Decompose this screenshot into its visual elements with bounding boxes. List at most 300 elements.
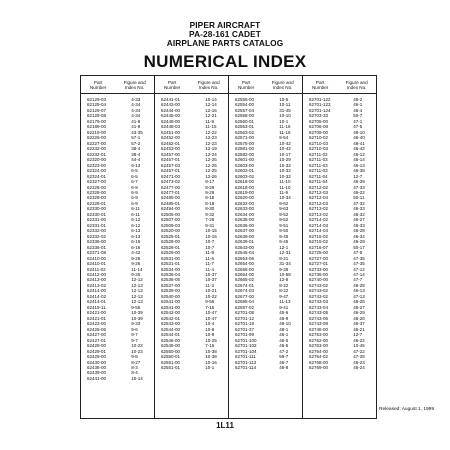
part-number: 62414-02	[87, 293, 107, 299]
part-number: 62697-02	[235, 304, 255, 310]
figure-index: 12-26	[205, 173, 217, 179]
figure-index: 46-8	[279, 364, 289, 370]
figure-index: 31-34	[279, 261, 291, 267]
figure-index: 8-21	[279, 255, 289, 261]
part-number-header: Part Number	[237, 79, 255, 90]
figure-index: 10-37	[205, 272, 217, 277]
figure-index: 6-9	[131, 200, 138, 206]
part-number: 62677-00	[235, 293, 255, 299]
part-number: 62701-102	[235, 343, 257, 349]
figure-index: 9-26	[131, 255, 141, 261]
part-number: 62712-03	[309, 200, 329, 206]
page-title: NUMERICAL INDEX	[143, 52, 307, 71]
figure-index: 10-10	[279, 113, 291, 119]
part-number: 62554-00	[235, 102, 255, 108]
figure-index-header: Figure and Index No.	[123, 79, 146, 90]
part-number: 62219-00	[87, 129, 107, 135]
part-number: 62603-02	[235, 173, 255, 179]
figure-index: 8-18	[205, 195, 215, 201]
part-number: 62582-00	[235, 151, 255, 157]
index-column	[302, 76, 376, 418]
part-number: 62551-00	[161, 359, 181, 365]
figure-index: 7-15	[205, 304, 215, 310]
part-number: 62423-00	[87, 321, 107, 327]
part-number: 62603-01	[235, 168, 255, 174]
part-number: 62331-01	[87, 222, 107, 228]
figure-index: 12-7	[353, 173, 363, 179]
part-number: 62542-00	[161, 310, 181, 316]
part-number: 62634-00	[235, 211, 255, 217]
part-number: 62618-00	[235, 184, 255, 190]
part-number: 62129-08	[87, 113, 107, 119]
part-number: 62448-00	[161, 118, 181, 124]
figure-index: 10-38	[205, 354, 217, 360]
part-number: 62674-03	[235, 288, 255, 294]
figure-index: 6-13	[131, 228, 141, 234]
part-number: 62618-00	[235, 179, 255, 185]
part-number: 62413-02	[87, 282, 107, 288]
figure-index: 6-13	[131, 233, 141, 239]
figure-index: 41-9	[131, 124, 141, 130]
part-number: 62528-01	[161, 244, 181, 250]
figure-index: 9-31	[205, 222, 215, 228]
figure-index: 10-47	[205, 315, 217, 321]
figure-index: 9-45	[279, 239, 289, 245]
figure-index: 46-22	[353, 189, 365, 195]
figure-index: 11-9	[279, 189, 288, 195]
part-number: 62457-01	[161, 157, 181, 163]
figure-index: 9-7	[131, 337, 138, 343]
part-number: 62328-01	[87, 200, 107, 206]
part-number: 62543-00	[161, 321, 181, 327]
figure-index: 9-52	[279, 217, 289, 223]
part-number: 62413-00	[87, 277, 107, 283]
part-number: 62727-01	[309, 261, 329, 267]
figure-index: 4-34	[131, 107, 141, 113]
figure-index: 11-6	[205, 255, 214, 261]
part-number-header: Part Number	[311, 79, 329, 90]
figure-index: 6-12	[131, 217, 141, 223]
part-number: 62542-01	[161, 315, 181, 321]
part-number: 62654-00	[235, 261, 255, 267]
figure-index: 46-13	[353, 162, 365, 168]
part-number: 62639-01	[235, 239, 255, 245]
part-number: 62227-00	[87, 140, 107, 146]
figure-index: 9-50	[279, 228, 289, 234]
figure-index: 12-12	[131, 277, 143, 283]
figure-index: 12-1	[279, 244, 289, 250]
part-number: 62330-01	[87, 211, 107, 217]
figure-index: 7-16	[205, 343, 215, 349]
part-number: 62563-02	[235, 129, 255, 135]
figure-index: 11-9	[205, 118, 214, 124]
figure-index: 6-11	[131, 206, 140, 212]
part-number: 62477-00	[161, 184, 181, 190]
part-number: 62232-00	[87, 146, 107, 152]
figure-index: 6-11	[131, 211, 140, 217]
figure-index: 12-14	[205, 102, 217, 108]
part-number: 62637-00	[235, 228, 255, 234]
figure-index: 46-38	[353, 168, 365, 174]
part-number: 62743-03	[309, 299, 329, 305]
part-number: 62451-00	[161, 129, 181, 135]
part-number: 62328-00	[87, 195, 107, 201]
part-number: 62653-06	[235, 255, 255, 261]
figure-index: 10-25	[205, 337, 217, 343]
index-column	[228, 76, 302, 418]
figure-index: 46-37	[353, 321, 365, 327]
part-number: 62743-02	[309, 293, 329, 299]
part-number: 62643-00	[235, 244, 255, 250]
part-number: 62636-00	[235, 222, 255, 228]
figure-index: 45-6	[279, 310, 289, 316]
figure-index: 10-16	[205, 359, 217, 365]
part-number: 62733-00	[309, 266, 329, 272]
figure-index: 47-12	[353, 266, 365, 272]
part-number: 62701-12	[235, 315, 255, 321]
part-number: 62768-00	[309, 359, 329, 365]
part-number: 62414-00	[87, 288, 107, 294]
figure-index: 10-5	[279, 97, 289, 102]
figure-index: 12-22	[205, 129, 217, 135]
part-number: 62764-02	[309, 354, 329, 360]
figure-index: 11-16	[279, 124, 291, 130]
figure-index: 47-35	[353, 255, 365, 261]
figure-index: 12-25	[205, 157, 217, 163]
figure-index: 9-41	[279, 304, 289, 310]
figure-index: 10-1	[205, 364, 215, 370]
figure-index: 4-42	[131, 250, 141, 256]
figure-index: 6-9	[131, 195, 138, 201]
figure-index: 10-39	[131, 310, 143, 316]
catalog-header	[0, 21, 450, 47]
figure-index: 8-29	[205, 184, 215, 190]
part-number: 62706-08	[309, 124, 329, 130]
part-number: 62414-01	[87, 299, 107, 305]
figure-index: 44-4	[131, 157, 141, 163]
figure-index: 9-45	[279, 233, 289, 239]
part-number: 62712-03	[309, 189, 329, 195]
figure-index: 46-10	[279, 321, 291, 327]
figure-index: 47-32	[353, 200, 365, 206]
figure-index: 10-32	[279, 162, 291, 168]
part-number: 62769-00	[309, 364, 329, 370]
part-number: 62711-03	[309, 157, 328, 163]
figure-index: 50-11	[353, 195, 365, 201]
figure-index: 11-13	[279, 299, 291, 305]
figure-index: 6-9	[131, 189, 138, 195]
figure-index: 6-9	[131, 184, 138, 190]
figure-index: 9-8	[131, 354, 138, 360]
part-number: 62441-00	[87, 375, 107, 381]
part-number: 62701-08	[235, 310, 255, 316]
part-number: 62537-00	[161, 282, 181, 288]
part-number: 62410-00	[87, 255, 107, 261]
part-number: 62581-00	[235, 146, 255, 152]
figure-index: 9-25	[131, 272, 141, 277]
figure-index: 6-13	[131, 162, 141, 168]
part-number: 62439-00	[87, 370, 107, 376]
part-number: 62371-08	[87, 250, 107, 256]
figure-index: 46-21	[353, 326, 365, 332]
figure-index: 12-24	[205, 151, 217, 157]
part-number: 62711-02	[309, 151, 328, 157]
column-header	[303, 76, 376, 94]
figure-index: 47-13	[353, 293, 365, 299]
figure-index: 4-34	[131, 102, 141, 108]
part-number: 62665-02	[235, 277, 255, 283]
part-number: 62541-00	[161, 299, 181, 305]
part-number: 62473-02	[161, 179, 181, 185]
part-number: 62713-02	[309, 211, 329, 217]
part-number: 62444-00	[161, 107, 181, 113]
figure-index: 12-25	[205, 168, 217, 174]
part-number: 62457-03	[161, 162, 181, 168]
figure-index: 10-1	[279, 118, 289, 124]
figure-index: 12-7	[353, 332, 363, 338]
part-number: 62764-00	[309, 348, 329, 354]
part-number: 62453-00	[161, 146, 181, 152]
figure-index: 10-38	[205, 348, 217, 354]
figure-index: 8-30	[205, 206, 215, 212]
figure-index: 10-22	[205, 293, 217, 299]
part-number: 62762-00	[309, 337, 329, 343]
part-number: 62541-00	[161, 304, 181, 310]
figure-index: 38-4	[131, 146, 141, 152]
figure-index: 38-4	[131, 151, 141, 157]
part-number: 62710-02	[309, 135, 329, 141]
figure-index: 46-1	[279, 332, 289, 338]
figure-index: 47-28	[353, 354, 365, 360]
part-number: 62507-00	[161, 217, 181, 223]
figure-index: 10-32	[279, 173, 291, 179]
part-number: 62411-02	[87, 266, 106, 272]
figure-index: 46-39	[353, 179, 365, 185]
part-number: 62438-00	[87, 364, 107, 370]
part-number: 62701-113	[235, 359, 257, 365]
part-number: 62743-05	[309, 310, 329, 316]
part-number: 62635-00	[235, 217, 255, 223]
figure-index: 48-10	[353, 129, 365, 135]
figure-index: 46-33	[353, 206, 365, 212]
part-number: 62701-37	[235, 326, 255, 332]
part-number: 62540-00	[161, 293, 181, 299]
figure-index: 8-27	[131, 359, 141, 365]
part-number: 62320-00	[87, 157, 107, 163]
figure-index: 9-56	[131, 304, 141, 310]
figure-index: 47-1	[353, 118, 363, 124]
figure-index: 47-5	[353, 250, 363, 256]
part-number: 62452-01	[161, 140, 181, 146]
part-number: 62544-00	[161, 326, 181, 332]
figure-index: 8-22	[279, 282, 289, 288]
figure-index: 46-32	[353, 211, 365, 217]
figure-index: 46-28	[353, 282, 365, 288]
part-number: 62710-03	[309, 140, 329, 146]
aircraft-model: PA-28-161 CADET	[189, 28, 261, 39]
figure-index: 57-2	[131, 140, 141, 146]
part-number: 62711-04	[309, 173, 328, 179]
figure-index: 47-33	[353, 184, 365, 190]
part-number: 62740-00	[309, 277, 329, 283]
figure-index: 46-26	[353, 299, 365, 305]
figure-index: 10-23	[131, 343, 143, 349]
part-number: 62544-01	[161, 332, 181, 338]
figure-index: 47-35	[353, 261, 365, 267]
figure-index: 46-26	[353, 315, 365, 321]
figure-index: 10-32	[279, 168, 291, 174]
part-number: 62701-123	[309, 102, 331, 108]
part-number: 62427-01	[87, 337, 107, 343]
part-number: 62531-01	[161, 261, 181, 267]
figure-index: 8-4	[131, 370, 138, 376]
part-number: 62471-00	[161, 173, 181, 179]
figure-index: 10-15	[205, 228, 217, 234]
part-number: 62701-18	[235, 321, 255, 327]
part-number: 62703-33	[309, 113, 329, 119]
figure-index: 9-56	[205, 299, 215, 305]
figure-index: 9-33	[131, 321, 141, 327]
index-rows	[303, 94, 376, 370]
part-number: 62509-03	[161, 222, 181, 228]
part-number-header: Part Number	[163, 79, 181, 90]
figure-index: 47-2	[279, 348, 289, 354]
figure-index: 48-1	[279, 326, 289, 332]
part-number: 62556-00	[235, 97, 255, 102]
part-number: 62743-02	[309, 282, 329, 288]
part-number: 62536-05	[161, 277, 181, 283]
figure-index: 47-22	[353, 348, 365, 354]
figure-index: 9-32	[205, 211, 215, 217]
part-number: 62560-01	[235, 118, 255, 124]
part-number: 62421-01	[87, 315, 107, 321]
figure-index: 12-19	[205, 146, 217, 152]
part-number: 62226-00	[87, 135, 107, 141]
part-number: 62714-03	[309, 222, 329, 228]
part-number: 62427-00	[87, 332, 107, 338]
part-number: 62412-00	[87, 272, 107, 277]
part-number: 62331-00	[87, 217, 107, 223]
figure-index: 46-28	[353, 228, 365, 234]
figure-index: 31-45	[279, 107, 291, 113]
part-number: 62179-00	[87, 118, 107, 124]
part-number: 62410-01	[87, 261, 107, 267]
figure-index: 12-13	[131, 293, 143, 299]
figure-index: 12-21	[205, 113, 217, 119]
part-number: 62528-00	[161, 239, 181, 245]
figure-index: 9-6	[131, 326, 138, 332]
part-number: 62727-00	[309, 255, 329, 261]
part-number: 62430-00	[87, 359, 107, 365]
figure-index: 10-58	[279, 272, 291, 277]
figure-index: 57-1	[131, 135, 141, 141]
figure-index: 12-23	[205, 140, 217, 146]
catalog-name: AIRPLANE PARTS CATALOG	[166, 37, 284, 48]
manufacturer-name: PIPER AIRCRAFT	[189, 20, 261, 30]
part-number: 62701-99	[235, 332, 255, 338]
figure-index: 10-14	[205, 97, 217, 102]
figure-index: 46-33	[353, 222, 365, 228]
figure-index: 10-7	[205, 239, 215, 245]
part-number: 62656-00	[235, 266, 255, 272]
part-number: 62505-00	[161, 211, 181, 217]
part-number: 62705-00	[309, 118, 329, 124]
part-number: 62713-02	[309, 206, 329, 212]
figure-index: 12-13	[131, 299, 143, 305]
index-rows	[229, 94, 302, 370]
figure-index: 10-23	[131, 348, 143, 354]
figure-index: 8-17	[205, 179, 215, 185]
figure-index: 9-52	[279, 211, 289, 217]
part-number-header: Part Number	[89, 79, 107, 90]
part-number: 62419-11	[87, 304, 106, 310]
part-number: 62712-04	[309, 195, 329, 201]
part-number: 62701-114	[235, 364, 257, 370]
figure-index-header: Figure and Index No.	[271, 79, 294, 90]
figure-index: 11-10	[279, 179, 291, 185]
part-number: 62525-01	[161, 233, 181, 239]
part-number: 62575-00	[235, 140, 255, 146]
figure-index: 10-14	[131, 375, 143, 381]
part-number: 62428-00	[87, 343, 107, 349]
figure-index: 43-35	[131, 129, 143, 135]
release-date: Released: August 1, 1999	[379, 407, 434, 412]
figure-index: 46-34	[353, 233, 365, 239]
part-number: 62323-00	[87, 162, 107, 168]
part-number: 62546-00	[161, 337, 181, 343]
part-number: 62332-00	[87, 228, 107, 234]
part-number: 62712-02	[309, 184, 329, 190]
figure-index: 12-8	[279, 277, 289, 283]
figure-index: 12-16	[205, 107, 217, 113]
figure-index: 9-47	[279, 293, 289, 299]
part-number: 62620-00	[235, 195, 255, 201]
part-number: 62711-04	[309, 179, 328, 185]
figure-index: 47-14	[353, 272, 365, 277]
figure-index: 46-22	[353, 337, 365, 343]
figure-index: 8-18	[205, 200, 215, 206]
figure-index: 47-7	[353, 277, 363, 283]
part-number: 62452-00	[161, 135, 181, 141]
part-number: 62457-00	[161, 151, 181, 157]
part-number: 62715-02	[309, 233, 329, 239]
figure-index: 46-29	[353, 310, 365, 316]
part-number: 62551-01	[161, 364, 181, 370]
part-number: 62324-00	[87, 168, 107, 174]
part-number: 62725-00	[309, 250, 329, 256]
figure-index: 11-4	[205, 266, 214, 272]
figure-index: 10-4	[205, 321, 215, 327]
figure-index: 10-9	[205, 332, 215, 338]
part-number: 62743-04	[309, 304, 329, 310]
part-number: 62332-02	[87, 233, 107, 239]
part-number: 62743-02	[309, 288, 329, 294]
part-number: 62441-01	[161, 97, 181, 102]
figure-index: 9-26	[131, 261, 141, 267]
part-number: 62539-00	[161, 288, 181, 294]
figure-index: 9-7	[131, 332, 138, 338]
figure-index: 12-23	[205, 135, 217, 141]
part-number: 62715-02	[309, 239, 329, 245]
figure-index: 9-51	[279, 222, 289, 228]
figure-index: 46-27	[353, 217, 365, 223]
figure-index: 6-5	[131, 173, 138, 179]
figure-index: 46-7	[279, 359, 289, 365]
part-number: 62746-00	[309, 326, 329, 332]
part-number: 62563-01	[235, 124, 255, 130]
figure-index: 46-24	[353, 364, 365, 370]
part-number: 62633-00	[235, 206, 255, 212]
